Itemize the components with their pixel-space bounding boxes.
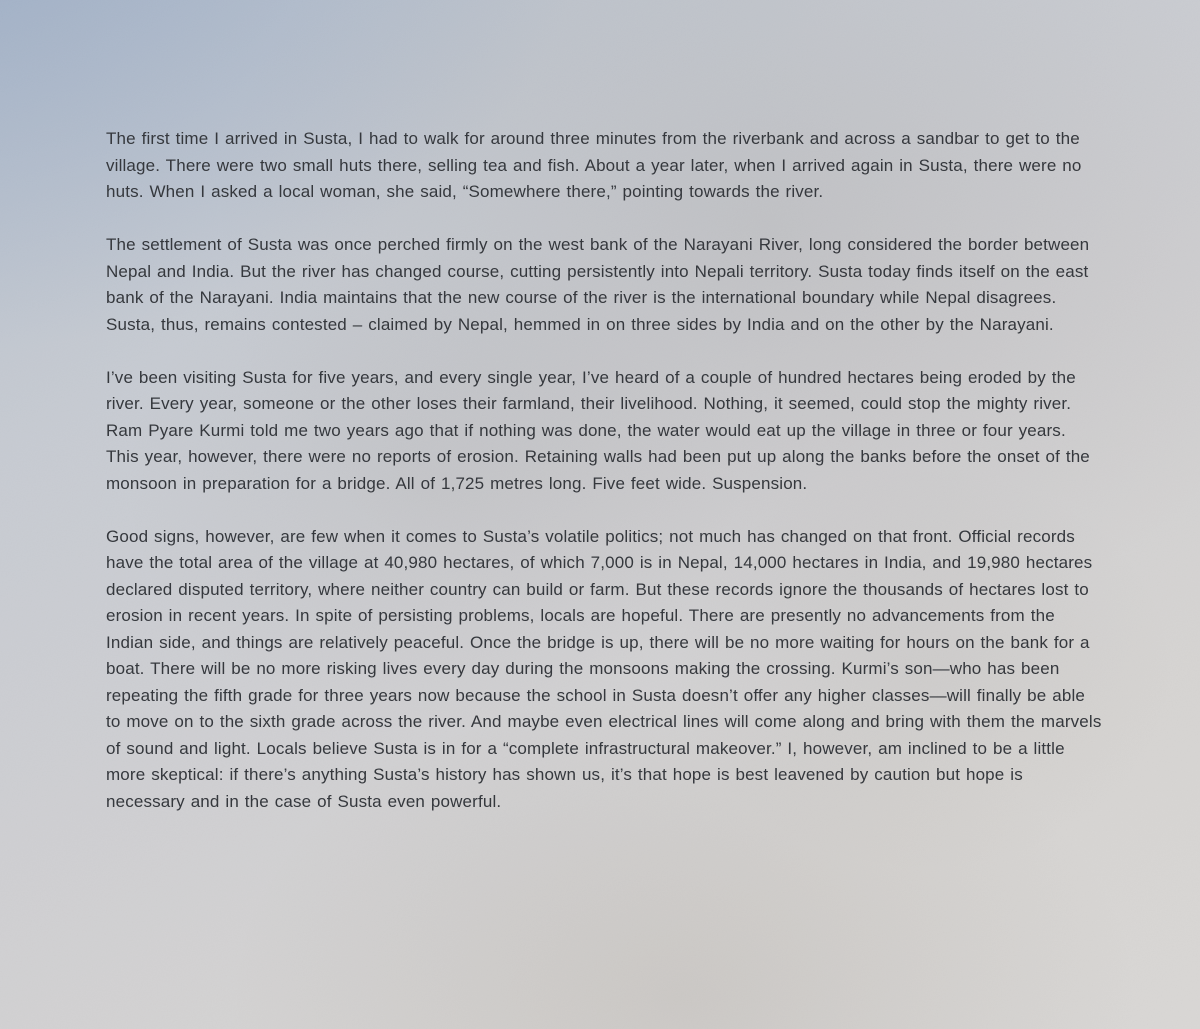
paragraph-contested-settlement: The settlement of Susta was once perched firmly on the west bank of the Narayani River, long considered the border between Nepal and India. But the river has changed course, cutting persistently into Nepali territory. Susta today finds itself on the east bank of the Narayani. India maintains that the new course of the river is the international boundary while Nepal disagrees. Susta, thus, remains contested – claimed by Nepal, hemmed in on three sides by India and on the other by the Narayani.: [106, 235, 1090, 334]
essay-text-block: [106, 126, 1102, 815]
paragraph-erosion-and-bridge: I’ve been visiting Susta for five years, and every single year, I’ve heard of a couple of hundred hectares being eroded by the river. Every year, someone or the other loses their farmland, their livelihood. Nothing, it seemed, could stop the mighty river. Ram Pyare Kurmi told me two years ago that if nothing was done, the water would eat up the village in three or four years. This year, however, there were no reports of erosion. Retaining walls had been put up along the banks before the onset of the monsoon in preparation for a bridge. All of 1,725 metres long. Five feet wide. Suspension.: [106, 367, 1090, 493]
paragraph-arrival-in-susta: The first time I arrived in Susta, I had to walk for around three minutes from the riverbank and across a sandbar to get to the village. There were two small huts there, selling tea and fish. About a year later, when I arrived again in Susta, there were no huts. When I asked a local woman, she said, “Somewhere there,” pointing towards the river.: [106, 129, 1082, 201]
paragraph-politics-and-hope: Good signs, however, are few when it comes to Susta’s volatile politics; not much has changed on that front. Official records have the total area of the village at 40,980 hectares, of which 7,000 is in Nepal, 14,000 hectares in India, and 19,980 hectares declared disputed territory, where neither country can build or farm. But these records ignore the thousands of hectares lost to erosion in recent years. In spite of persisting problems, locals are hopeful. There are presently no advancements from the Indian side, and things are relatively peaceful. Once the bridge is up, there will be no more waiting for hours on the bank for a boat. There will be no more risking lives every day during the monsoons making the crossing. Kurmi’s son—who has been repeating the fifth grade for three years now because the school in Susta doesn’t offer any higher classes—will finally be able to move on to the sixth grade across the river. And maybe even electrical lines will come along and bring with them the marvels of sound and light. Locals believe Susta is in for a “complete infrastructural makeover.” I, however, am inclined to be a little more skeptical: if there’s anything Susta’s history has shown us, it’s that hope is best leavened by caution but hope is necessary and in the case of Susta even powerful.: [106, 526, 1102, 811]
